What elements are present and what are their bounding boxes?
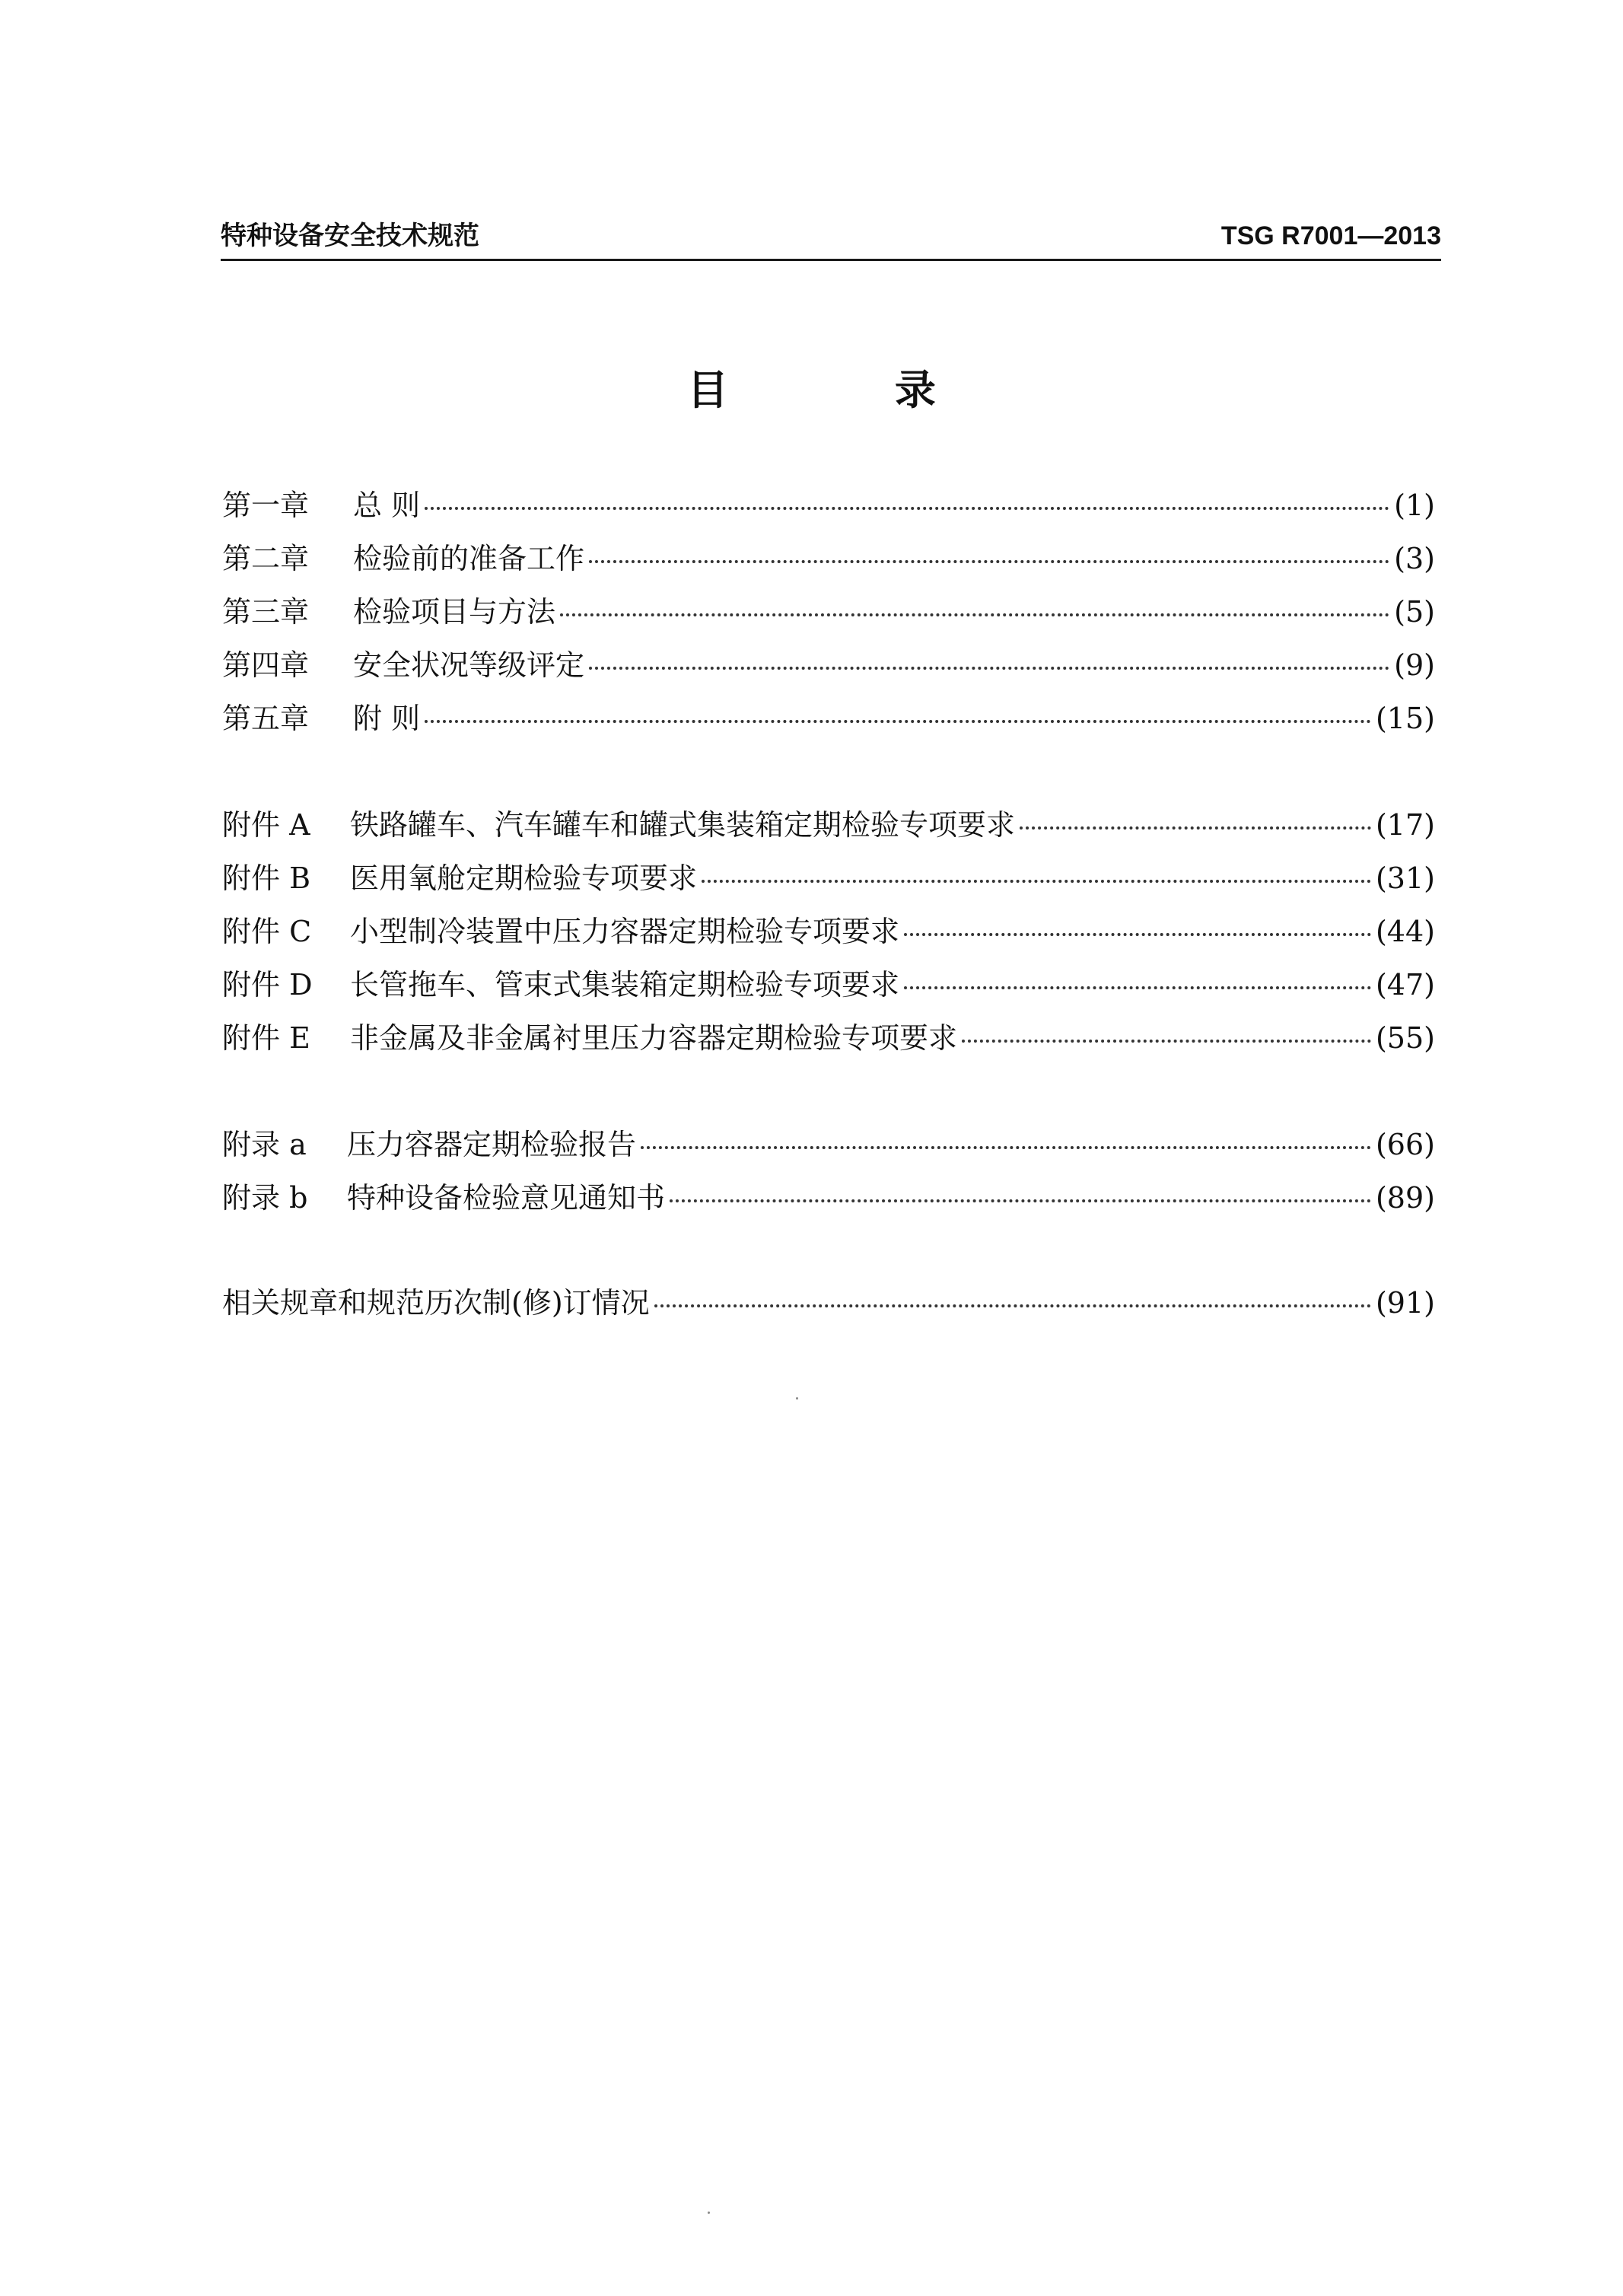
toc-entry-chapter-3[interactable] (222, 592, 1435, 632)
dot-leader (702, 880, 1371, 883)
dot-leader (962, 1040, 1371, 1043)
entry-label: 第二章 (222, 542, 310, 575)
header-standard-code: TSG R7001—2013 (1220, 221, 1441, 250)
dot-leader (904, 986, 1371, 989)
entry-title: 长管拖车、管束式集装箱定期检验专项要求 (350, 968, 900, 1002)
entry-page: (9) (1394, 648, 1435, 682)
entry-label: 第四章 (222, 648, 310, 682)
dot-leader (425, 507, 1389, 510)
entry-title: 非金属及非金属衬里压力容器定期检验专项要求 (350, 1021, 958, 1055)
entry-title: 相关规章和规范历次制(修)订情况 (222, 1286, 650, 1320)
scan-speck (708, 2212, 710, 2214)
entry-title: 特种设备检验意见通知书 (347, 1181, 666, 1215)
toc-entry-attachment-a[interactable] (222, 805, 1435, 845)
entry-label: 附录 b (222, 1181, 308, 1215)
entry-page: (1) (1394, 489, 1435, 522)
entry-title: 附 则 (353, 702, 421, 735)
toc-title: 目 录 (687, 366, 1012, 414)
entry-title: 检验项目与方法 (353, 595, 556, 629)
entry-page: (15) (1375, 702, 1435, 735)
entry-page: (3) (1394, 542, 1435, 575)
entry-label: 附件 A (222, 808, 310, 842)
entry-label: 附件 D (222, 968, 313, 1002)
toc-entry-attachment-e[interactable] (222, 1018, 1435, 1058)
entry-title: 总 则 (353, 489, 421, 522)
entry-label: 第三章 (222, 595, 310, 629)
dot-leader (425, 720, 1371, 723)
toc-entry-attachment-c[interactable] (222, 912, 1435, 951)
entry-title: 检验前的准备工作 (353, 542, 585, 575)
dot-leader (589, 560, 1389, 563)
entry-label: 第五章 (222, 702, 310, 735)
page-header (221, 219, 1441, 261)
toc-entry-appendix-b[interactable] (222, 1178, 1435, 1218)
dot-leader (589, 667, 1389, 670)
dot-leader (654, 1304, 1371, 1307)
toc-entry-chapter-4[interactable] (222, 645, 1435, 685)
scan-speck (796, 1397, 798, 1400)
entry-page: (89) (1375, 1181, 1435, 1215)
entry-title: 医用氧舱定期检验专项要求 (350, 861, 698, 895)
entry-page: (47) (1375, 968, 1435, 1002)
toc-entry-attachment-d[interactable] (222, 965, 1435, 1005)
dot-leader (1020, 826, 1371, 830)
entry-page: (5) (1394, 595, 1435, 629)
toc-entry-attachment-b[interactable] (222, 858, 1435, 898)
toc-entry-chapter-5[interactable] (222, 699, 1435, 738)
toc-entry-revision-history[interactable] (222, 1283, 1435, 1323)
entry-page: (31) (1375, 861, 1435, 895)
entry-title: 小型制冷装置中压力容器定期检验专项要求 (350, 915, 900, 948)
dot-leader (641, 1146, 1371, 1149)
entry-label: 附件 B (222, 861, 311, 895)
entry-page: (44) (1375, 915, 1435, 948)
entry-title: 压力容器定期检验报告 (347, 1128, 637, 1161)
toc-entry-chapter-2[interactable] (222, 539, 1435, 578)
dot-leader (560, 613, 1389, 616)
toc-entry-chapter-1[interactable] (222, 486, 1435, 525)
entry-label: 第一章 (222, 489, 310, 522)
entry-label: 附件 C (222, 915, 312, 948)
toc-entry-appendix-a[interactable] (222, 1125, 1435, 1164)
dot-leader (904, 933, 1371, 936)
entry-page: (55) (1375, 1021, 1435, 1055)
entry-title: 安全状况等级评定 (353, 648, 585, 682)
entry-label: 附录 a (222, 1128, 307, 1161)
entry-title: 铁路罐车、汽车罐车和罐式集装箱定期检验专项要求 (350, 808, 1016, 842)
entry-label: 附件 E (222, 1021, 310, 1055)
dot-leader (670, 1199, 1371, 1202)
entry-page: (17) (1375, 808, 1435, 842)
entry-page: (91) (1375, 1286, 1435, 1320)
entry-page: (66) (1375, 1128, 1435, 1161)
header-series-title: 特种设备安全技术规范 (221, 221, 479, 251)
